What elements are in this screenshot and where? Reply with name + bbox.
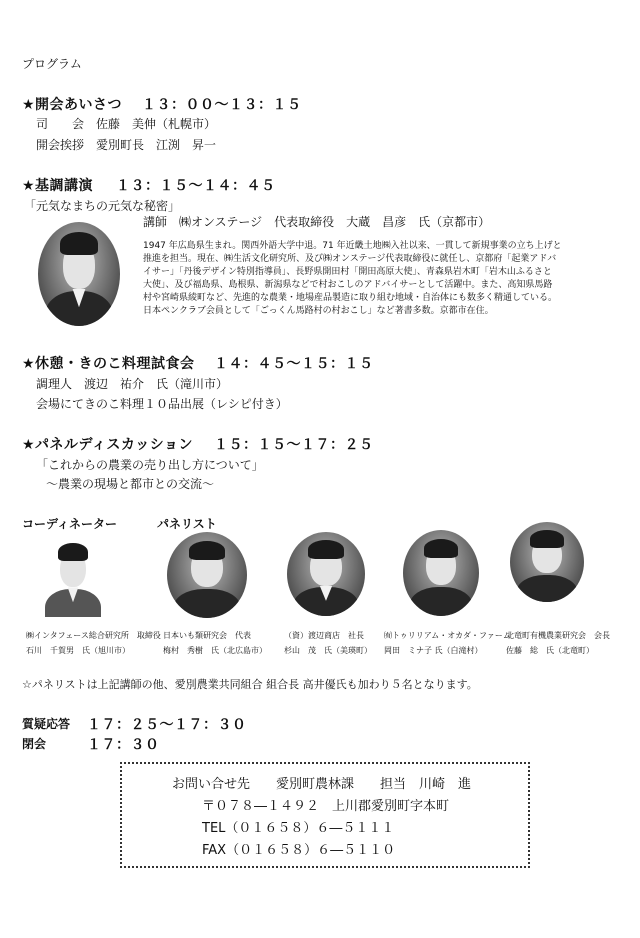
contact-box xyxy=(120,762,530,868)
panelist-photo-4 xyxy=(510,522,584,602)
panelist-name-2: 杉山 茂 氏（美瑛町） xyxy=(284,646,372,655)
speaker-photo xyxy=(38,222,120,326)
panel-note: ☆パネリストは上記講師の他、愛別農業共同組合 組合長 高井優氏も加わり５名となります。 xyxy=(22,678,478,691)
panelist-photo-3 xyxy=(403,530,479,616)
opening-heading: ★開会あいさつ xyxy=(22,97,123,113)
break-exhibit: 会場にてきのこ料理１０品出展（レシピ付き） xyxy=(36,397,288,411)
qa-label: 質疑応答 xyxy=(22,717,71,731)
panel-heading: ★パネルディスカッション xyxy=(22,437,194,453)
panelist-label: パネリスト xyxy=(157,517,217,531)
closing-time: １７：３０ xyxy=(87,737,160,753)
keynote-speaker: 講師 ㈱オンステージ 代表取締役 大蔵 昌彦 氏（京都市） xyxy=(143,215,491,229)
panelist-org-1: 日本いも類研究会 代表 xyxy=(163,631,251,640)
panel-subtheme: ～農業の現場と都市との交流～ xyxy=(46,477,215,491)
panelist-org-2: （資）渡辺商店 社長 xyxy=(284,631,364,640)
panelist-name-3: 岡田 ミナ子 氏（白滝村） xyxy=(384,646,483,655)
panelist-org-4: 北竜町有機農業研究会 会長 xyxy=(506,631,610,640)
qa-time: １７：２５～１７：３０ xyxy=(87,717,247,733)
contact-fax: FAX（０１６５８）６―５１１０ xyxy=(202,843,396,858)
break-heading: ★休憩・きのこ料理試食会 xyxy=(22,356,195,372)
panel-time: １５：１５～１７：２５ xyxy=(214,437,374,453)
panelist-org-3: ㈲トゥリリアム・オカダ・ファーム xyxy=(384,631,511,640)
contact-tel: TEL（０１６５８）６―５１１１ xyxy=(202,821,395,836)
keynote-subtitle: 「元気なまちの元気な秘密」 xyxy=(24,199,181,213)
opening-time: １３：００～１３：１５ xyxy=(142,97,302,113)
coordinator-photo xyxy=(40,535,106,617)
coordinator-org: ㈱インタフェース総合研究所 取締役 xyxy=(26,631,161,640)
coordinator-label: コーディネーター xyxy=(22,517,118,531)
panelist-photo-1 xyxy=(167,532,247,618)
coordinator-name: 石川 千賀男 氏（旭川市） xyxy=(26,646,130,655)
keynote-time: １３：１５～１４：４５ xyxy=(116,178,276,194)
speaker-bio xyxy=(143,240,613,318)
panelist-photo-2 xyxy=(287,532,365,616)
bio-line: 村や宮崎県綾町など、先進的な農業・地場産品製造に取り組む地域・自治体にも数多く精通している。 xyxy=(143,293,558,303)
opening-greeting: 開会挨拶 愛別町長 江渕 昇一 xyxy=(36,138,217,152)
contact-department: お問い合せ先 愛別町農林課 担当 川崎 進 xyxy=(172,777,472,792)
closing-label: 閉会 xyxy=(22,737,47,751)
bio-line: 1947 年広島県生まれ。関西外語大学中退。71 年近畿土地㈱入社以来、一貫して新規事業の立ち上げと xyxy=(143,241,562,251)
break-cook: 調理人 渡辺 祐介 氏（滝川市） xyxy=(36,377,229,391)
break-time: １４：４５～１５：１５ xyxy=(214,356,374,372)
contact-address: 〒０７８―１４９２ 上川郡愛別町字本町 xyxy=(202,799,450,814)
panelist-name-4: 佐藤 総 氏（北竜町） xyxy=(506,646,594,655)
bio-line: 日本ペンクラブ会員として「ごっくん馬路村の村おこし」など著書多数。京都市在住。 xyxy=(143,306,494,316)
keynote-heading: ★基調講演 xyxy=(22,178,94,194)
panel-theme: 「これからの農業の売り出し方について」 xyxy=(36,458,264,472)
bio-line: 推進を担当。現在、㈱生活文化研究所、及び㈱オンステージ代表取締役に就任し、京都府「起業アドバ xyxy=(143,254,557,264)
panelist-name-1: 梅村 秀樹 氏（北広島市） xyxy=(163,646,267,655)
bio-line: イサー」「丹後デザイン特別指導員」、長野県開田村「開田高原大使」、青森県岩木町「岩木山ふるさと xyxy=(143,267,552,277)
program-title: プログラム xyxy=(22,57,82,71)
bio-line: 大使」、及び福島県、島根県、新潟県などで村おこしのアドバイサーとして活躍中。また、高知県馬路 xyxy=(143,280,553,290)
opening-moderator: 司 会 佐藤 美伸（札幌市） xyxy=(36,117,217,131)
